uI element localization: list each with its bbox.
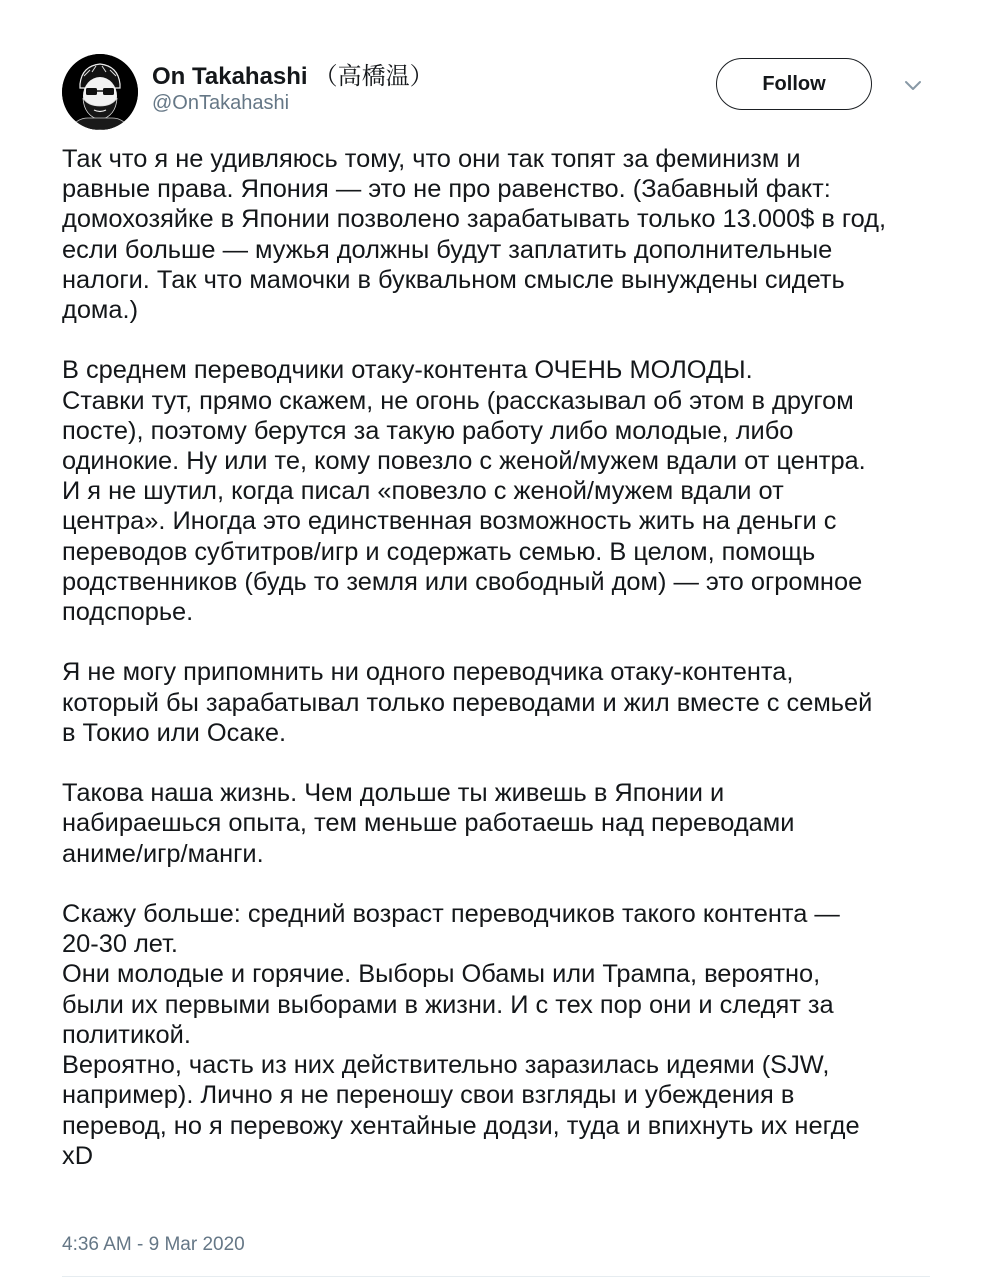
divider xyxy=(62,1276,930,1277)
follow-button[interactable]: Follow xyxy=(716,58,872,110)
display-name[interactable]: On Takahashi xyxy=(152,63,308,90)
tweet-text: Так что я не удивляюсь тому, что они так топят за феминизм и равные права. Япония — это не про равенство. (Забавный факт: домохозяйке в Японии позволено зарабатывать только 13.000$ в год, если больше — мужья должны будут заплатить дополнительные налоги. Так что мамочки в буквальном смысле вынуждены сидеть дома.) В среднем переводчики отаку-контента ОЧЕНЬ МОЛОДЫ. Ставки тут, прямо скажем, не огонь (рассказывал об этом в другом посте), поэтому берутся за такую работу либо молодые, либо одинокие. Ну или те, кому повезло с женой/мужем вдали от центра. И я не шутил, когда писал «повезло с женой/мужем вдали от центра». Иногда это единственная возможность жить на деньги с переводов субтитров/игр и содержать семью. В целом, помощь родственников (будь то земля или свободный дом) — это огромное подспорье. Я не могу припомнить ни одного переводчика отаку-контента, который бы зарабатывал только переводами и жил вместе с семьей в Токио или Осаке. Такова наша жизнь. Чем дольше ты живешь в Японии и набираешься опыта, тем меньше работаешь над переводами аниме/игр/манги. Скажу больше: средний возраст переводчиков такого контента — 20-30 лет. Они молодые и горячие. Выборы Обамы или Трампа, вероятно, были их первыми выборами в жизни. И с тех пор они и следят за политикой. Вероятно, часть из них действительно заразилась идеями (SJW, например). Лично я не переношу свои взгляды и убеждения в перевод, но я перевожу хентайные додзи, туда и впихнуть их негде xD xyxy=(62,145,887,1170)
avatar[interactable] xyxy=(62,54,138,130)
tweet-timestamp[interactable]: 4:36 AM - 9 Mar 2020 xyxy=(62,1234,245,1255)
chevron-down-icon[interactable] xyxy=(900,76,926,96)
avatar-bearded-man-glasses-icon xyxy=(62,54,138,130)
user-handle[interactable]: @OnTakahashi xyxy=(152,92,290,114)
display-name-japanese[interactable]: （高橋温） xyxy=(313,62,434,90)
author-name-row[interactable] xyxy=(152,56,434,91)
